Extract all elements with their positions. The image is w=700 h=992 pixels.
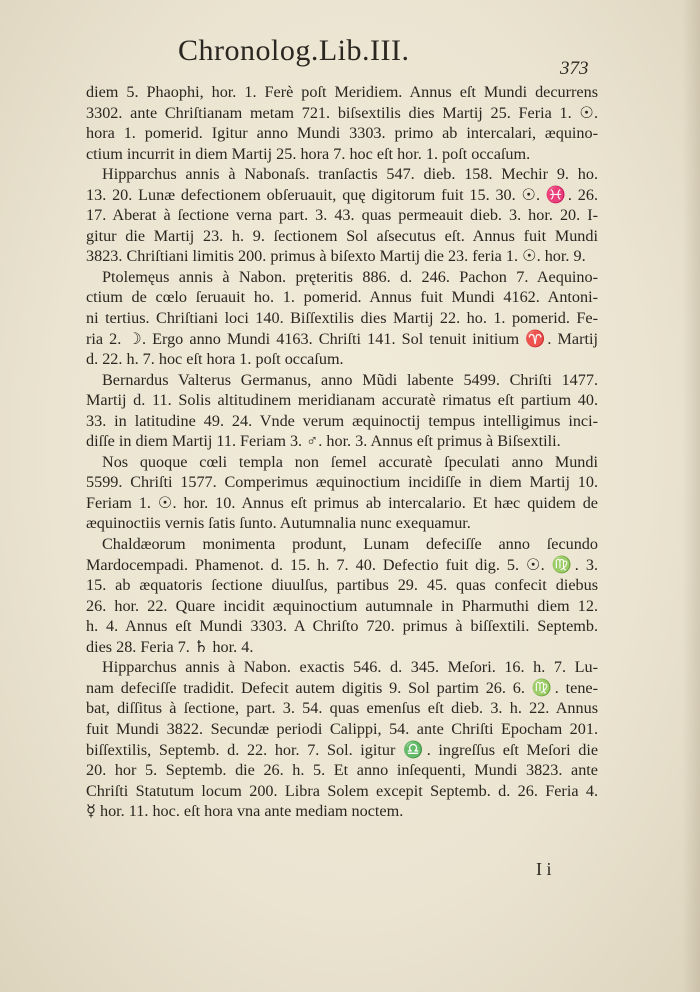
text-line: ctium de cœlo ſeruauit ho. 1. pomerid. Annus fuit Mundi 4162. Antoni- [86, 288, 598, 307]
text-line: ☿ hor. 11. hoc. eſt hora vna ante mediam noctem. [86, 802, 404, 821]
page-number: 373 [560, 58, 589, 79]
text-line: nam defeciſſe tradidit. Defecit autem digitis 9. Sol partim 26. 6. ♍. tene- [86, 678, 598, 697]
text-line: 3823. Chriſtiani limitis 200. primus à biſexto Martij die 23. feria 1. ☉. hor. 9. [86, 247, 586, 266]
text-line: diſſe in diem Martij 11. Feriam 3. ♂. hor. 3. Annus eſt primus à Biſsextili. [86, 432, 561, 451]
text-line: dies 28. Feria 7. ♄ hor. 4. [86, 637, 254, 656]
text-line: ctium incurrit in diem Martij 25. hora 7. hoc eſt hor. 1. poſt occaſum. [86, 144, 531, 163]
text-line: bat, diſſitus à ſectione, part. 3. 54. quas emenſus eſt dieb. 3. h. 22. Annus [86, 699, 598, 718]
text-line: ni tertius. Chriſtiani loci 140. Biſſextilis dies Martij 22. ho. 1. pomerid. Fe- [86, 309, 598, 328]
text-line: 17. Aberat à ſectione verna part. 3. 43. quas permeauit dieb. 3. hor. 20. I- [86, 206, 598, 225]
text-line: Feriam 1. ☉. hor. 10. Annus eſt primus ab intercalario. Et hæc quidem de [86, 493, 598, 512]
text-line: 3302. ante Chriſtianam metam 721. biſsextilis dies Martij 25. Feria 1. ☉. [86, 103, 598, 122]
text-line: 26. hor. 22. Quare incidit æquinoctium autumnale in Pharmuthi diem 12. [86, 596, 598, 615]
text-line: Chriſti Statutum locum 200. Libra Solem excepit Septemb. d. 26. Feria 4. [86, 781, 598, 800]
body-text [86, 82, 598, 822]
text-line: gitur die Martij 23. h. 9. ſectionem Sol aſsecutus eſt. Annus fuit Mundi [86, 226, 598, 245]
text-line: h. 4. Annus eſt Mundi 3303. A Chriſto 720. primus à biſſextili. Septemb. [86, 617, 598, 636]
text-line: 20. hor 5. Septemb. die 26. h. 5. Et anno inſequenti, Mundi 3823. ante [86, 761, 598, 780]
text-line: diem 5. Phaophi, hor. 1. Ferè poſt Meridiem. Annus eſt Mundi decurrens [86, 83, 598, 101]
text-line: Bernardus Valterus Germanus, anno Mũdi labente 5499. Chriſti 1477. [102, 370, 598, 389]
signature-mark: I i [536, 859, 552, 879]
text-line: 33. in latitudine 49. 24. Vnde verum æquinoctij tempus intelligimus inci- [86, 411, 598, 430]
page-edge-shadow [682, 0, 700, 992]
text-line: Hipparchus annis à Nabonaſs. tranſactis 547. dieb. 158. Mechir 9. ho. [102, 165, 598, 184]
text-line: Ptolemęus annis à Nabon. pręteritis 886. d. 246. Pachon 7. Aequino- [102, 267, 598, 286]
text-line: hora 1. pomerid. Igitur anno Mundi 3303. primo ab intercalari, æquino- [86, 124, 598, 143]
text-line: 5599. Chriſti 1577. Comperimus æquinoctium incidiſſe in diem Martij 10. [86, 473, 598, 492]
text-line: Nos quoque cœli templa non ſemel accuratè ſpeculati anno Mundi [102, 452, 598, 471]
text-line: Hipparchus annis à Nabon. exactis 546. d. 345. Meſori. 16. h. 7. Lu- [102, 658, 598, 677]
text-line: Martij d. 11. Solis altitudinem meridianam accuratè rimatus eſt partium 40. [86, 391, 598, 410]
text-line: biſſextilis, Septemb. d. 22. hor. 7. Sol. igitur ♎. ingreſſus eſt Meſori die [86, 740, 598, 759]
text-line: Chaldæorum monimenta produnt, Lunam defeciſſe anno ſecundo [102, 535, 598, 554]
text-line: æquinoctiis vernis ſatis ſunto. Autumnalia nunc exequamur. [86, 514, 471, 533]
text-line: ria 2. ☽. Ergo anno Mundi 4163. Chriſti 141. Sol tenuit initium ♈. Martij [86, 329, 598, 348]
text-line: 15. ab æquatoris ſectione diuulſus, partibus 29. 45. quas confecit diebus [86, 576, 598, 595]
text-line: Mardocempadi. Phamenot. d. 15. h. 7. 40. Defectio fuit dig. 5. ☉. ♍. 3. [86, 555, 598, 574]
text-line: 13. 20. Lunæ defectionem obſeruauit, quę digitorum fuit 15. 30. ☉. ♓. 26. [86, 185, 598, 204]
text-line: fuit Mundi 3822. Secundæ periodi Calippi, 54. ante Chriſti Epocham 201. [86, 719, 598, 738]
running-head-title: Chronolog.Lib.III. [178, 34, 410, 67]
text-line: d. 22. h. 7. hoc eſt hora 1. poſt occaſum. [86, 350, 344, 369]
